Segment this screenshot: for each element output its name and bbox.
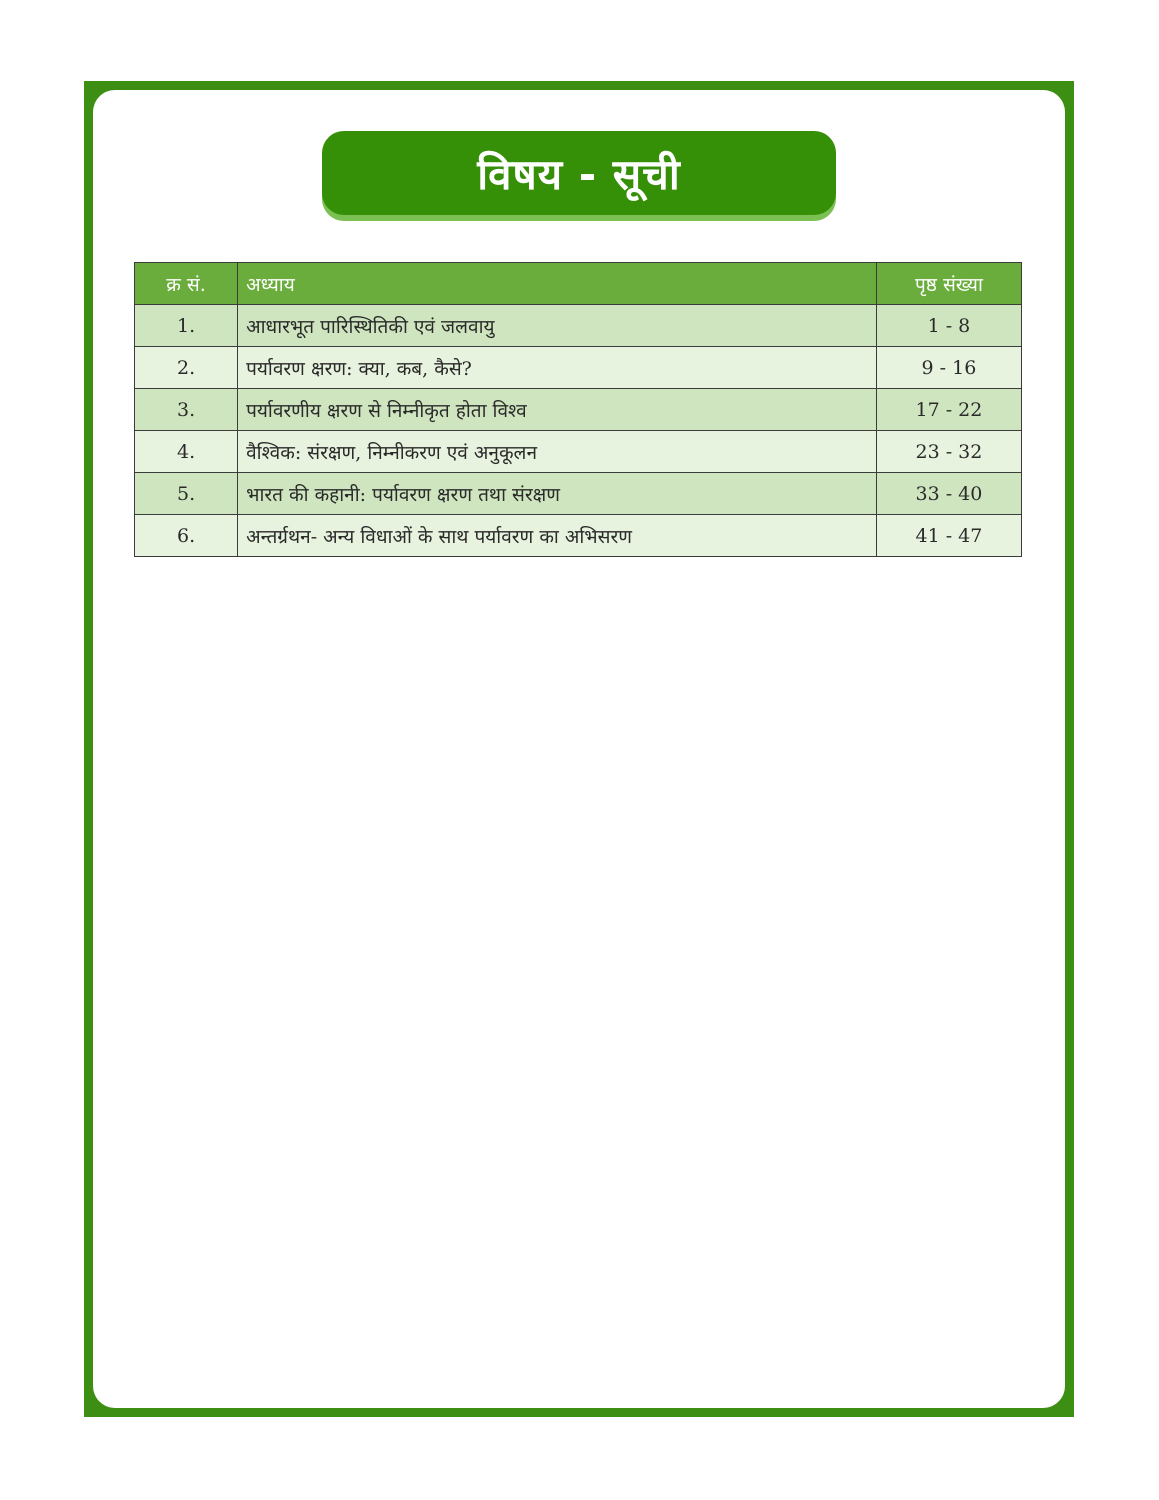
row-chapter: आधारभूत पारिस्थितिकी एवं जलवायु xyxy=(238,305,877,347)
row-chapter: भारत की कहानी: पर्यावरण क्षरण तथा संरक्षण xyxy=(238,473,877,515)
title-banner xyxy=(322,131,836,215)
row-serial: 1. xyxy=(135,305,238,347)
contents-table xyxy=(134,262,1022,557)
row-pages: 17 - 22 xyxy=(876,389,1021,431)
table-row xyxy=(135,389,1022,431)
table-row xyxy=(135,473,1022,515)
table-row xyxy=(135,431,1022,473)
row-serial: 6. xyxy=(135,515,238,557)
row-serial: 3. xyxy=(135,389,238,431)
row-pages: 33 - 40 xyxy=(876,473,1021,515)
table-row xyxy=(135,305,1022,347)
header-serial: क्र सं. xyxy=(135,263,238,305)
row-chapter: अन्तर्ग्रथन- अन्य विधाओं के साथ पर्यावरण का अभिसरण xyxy=(238,515,877,557)
row-chapter: पर्यावरणीय क्षरण से निम्नीकृत होता विश्व xyxy=(238,389,877,431)
header-pages: पृष्ठ संख्या xyxy=(876,263,1021,305)
row-chapter: पर्यावरण क्षरण: क्या, कब, कैसे? xyxy=(238,347,877,389)
table-header-row xyxy=(135,263,1022,305)
row-pages: 9 - 16 xyxy=(876,347,1021,389)
row-serial: 2. xyxy=(135,347,238,389)
row-pages: 1 - 8 xyxy=(876,305,1021,347)
header-chapter: अध्याय xyxy=(238,263,877,305)
row-serial: 4. xyxy=(135,431,238,473)
row-pages: 41 - 47 xyxy=(876,515,1021,557)
row-chapter: वैश्विक: संरक्षण, निम्नीकरण एवं अनुकूलन xyxy=(238,431,877,473)
table-row xyxy=(135,515,1022,557)
page-title: विषय - सूची xyxy=(477,149,681,199)
row-pages: 23 - 32 xyxy=(876,431,1021,473)
row-serial: 5. xyxy=(135,473,238,515)
table-row xyxy=(135,347,1022,389)
